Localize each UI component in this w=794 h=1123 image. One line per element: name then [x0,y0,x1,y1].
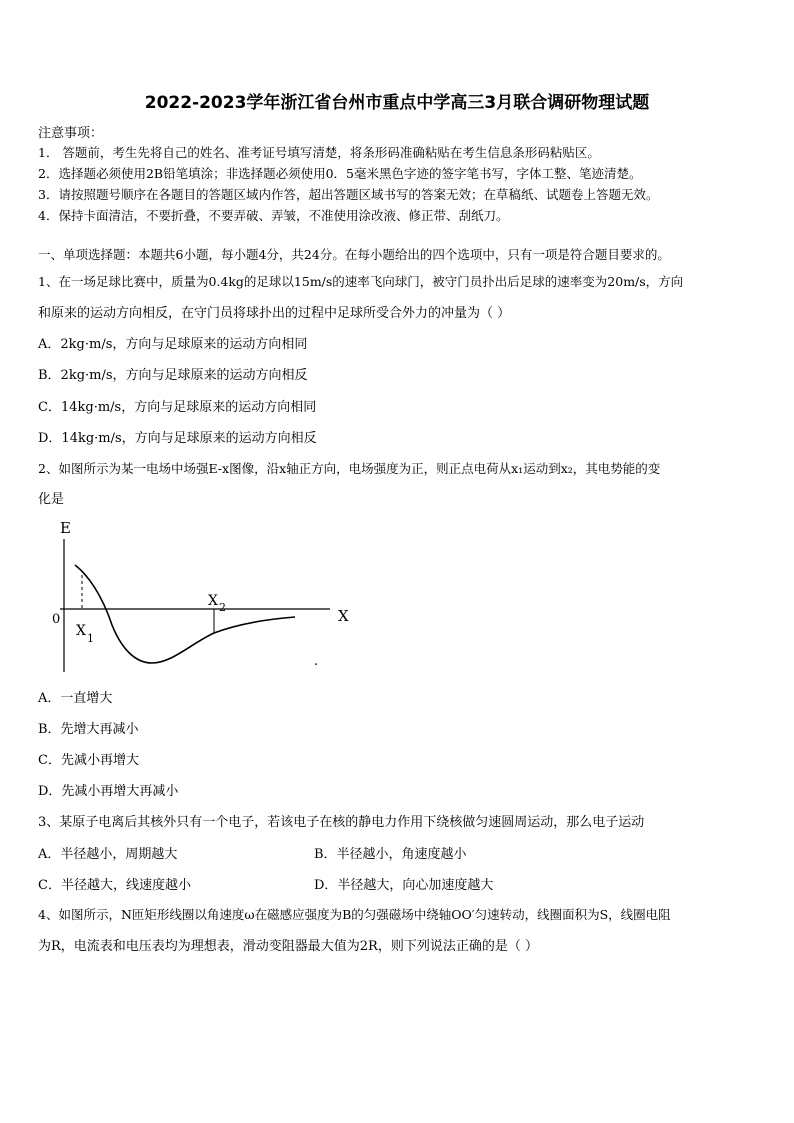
x2-label: X [208,593,218,609]
q2-stem-line1: 2、如图所示为某一电场中场强E-x图像，沿x轴正方向，电场强度为正，则正点电荷从x₁运动到x₂，其电势能的变 [38,461,661,476]
q3-option-c: C．半径越大，线速度越小 [38,878,191,893]
note-item-1: 1． 答题前，考生先将自己的姓名、准考证号填写清楚，将条形码准确粘贴在考生信息条形码粘贴区。 [38,145,600,160]
e-x-graph [40,515,370,679]
q1-option-b: B．2kg·m/s，方向与足球原来的运动方向相反 [38,368,308,383]
q2-option-a: A．一直增大 [38,691,113,706]
figure-dot: . [314,654,319,669]
exam-title: 2022-2023学年浙江省台州市重点中学高三3月联合调研物理试题 [144,93,650,113]
origin-label: 0 [52,612,61,627]
x-axis-label: X [338,607,349,625]
q1-option-a: A．2kg·m/s，方向与足球原来的运动方向相同 [38,337,308,352]
q1-stem-line2: 和原来的运动方向相反，在守门员将球扑出的过程中足球所受合外力的冲量为（ ） [38,306,511,321]
section-heading: 一、单项选择题：本题共6小题，每小题4分，共24分。在每小题给出的四个选项中，只有一项是符合题目要求的。 [38,247,670,262]
q4-stem-line1: 4、如图所示，N匝矩形线圈以角速度ω在磁感应强度为B的匀强磁场中绕轴OO′匀速转动，线圈面积为S，线圈电阻 [38,907,671,922]
note-item-3: 3．请按照题号顺序在各题目的答题区域内作答，超出答题区域书写的答案无效；在草稿纸、试题卷上答题无效。 [38,187,659,202]
q3-option-d: D．半径越大，向心加速度越大 [314,878,494,893]
q2-option-d: D．先减小再增大再减小 [38,784,179,799]
q1-option-d: D．14kg·m/s，方向与足球原来的运动方向相反 [38,431,317,446]
q3-stem: 3、某原子电离后其核外只有一个电子，若该电子在核的静电力作用下绕核做匀速圆周运动，那么电子运动 [38,815,645,830]
q4-stem-line2: 为R，电流表和电压表均为理想表，滑动变阻器最大值为2R，则下列说法正确的是（ ） [38,939,538,954]
notes-heading: 注意事项： [38,126,104,141]
q3-option-a: A．半径越小，周期越大 [38,847,178,862]
q2-stem-line2: 化是 [38,492,65,507]
q3-option-b: B．半径越小，角速度越小 [314,847,467,862]
x1-label: X [76,623,86,639]
q2-option-c: C．先减小再增大 [38,753,139,768]
q2-option-b: B．先增大再减小 [38,722,139,737]
note-item-4: 4．保持卡面清洁，不要折叠，不要弄破、弄皱，不准使用涂改液、修正带、刮纸刀。 [38,208,509,223]
q1-stem-line1: 1、在一场足球比赛中，质量为0.4kg的足球以15m/s的速率飞向球门，被守门员扑出后足球的速率变为20m/s，方向 [38,274,684,289]
e-axis-label: E [60,519,71,537]
e-x-curve [75,565,295,663]
q1-option-c: C．14kg·m/s，方向与足球原来的运动方向相同 [38,400,317,415]
x1-subscript: 1 [87,632,94,645]
x2-subscript: 2 [219,601,226,614]
note-item-2: 2．选择题必须使用2B铅笔填涂；非选择题必须使用0．5毫米黑色字迹的签字笔书写，字体工整、笔迹清楚。 [38,166,642,181]
